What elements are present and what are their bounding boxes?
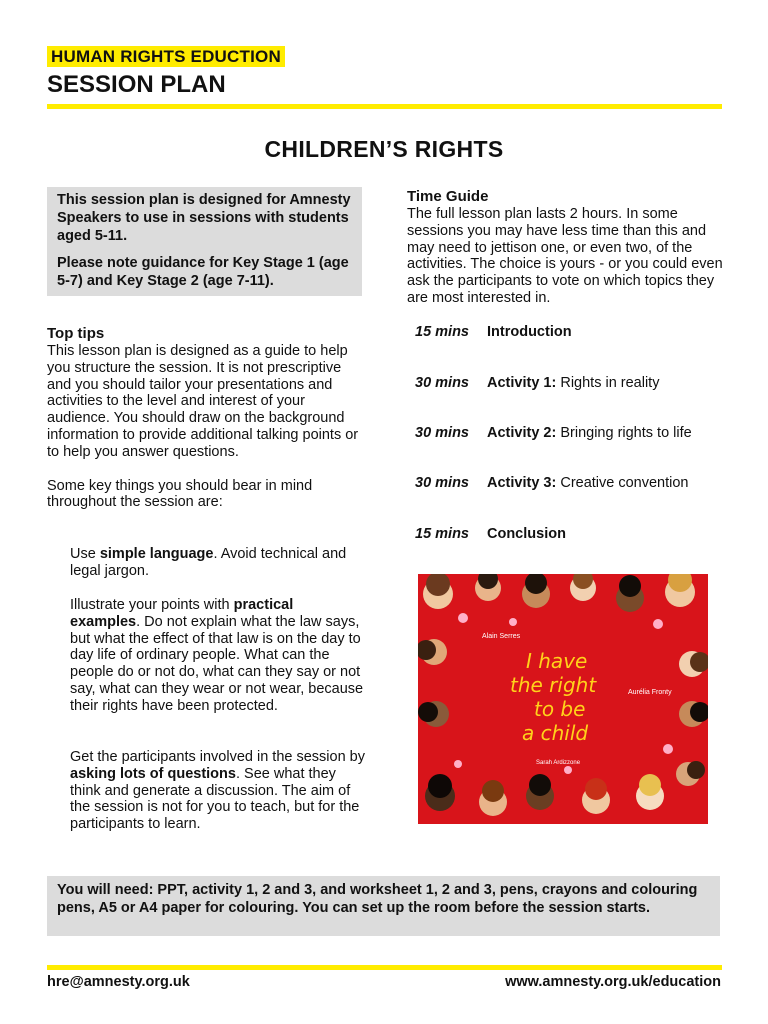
note-paragraph-2: Please note guidance for Key Stage 1 (age 5-7) and Key Stage 2 (age 7-11). — [57, 255, 349, 289]
time-guide-text: The full lesson plan lasts 2 hours. In some sessions you may have less time than this and may need to jettison one, or even two, of the activities. The choice is yours - or you could even ask the participants to vote on which topics they are most interested in. — [407, 206, 723, 306]
footer-email-link[interactable]: hre@amnesty.org.uk — [47, 974, 190, 990]
schedule-row — [415, 323, 572, 341]
section-title: CHILDREN’S RIGHTS — [264, 136, 504, 162]
top-tips — [47, 325, 365, 511]
schedule-row — [415, 424, 692, 442]
schedule-label: Introduction — [487, 324, 572, 340]
schedule-desc: Creative convention — [556, 475, 689, 491]
schedule-duration: 15 mins — [415, 526, 469, 542]
note-paragraph-1: This session plan is designed for Amnesty Speakers to use in sessions with students aged 5-11. — [57, 192, 351, 244]
page-title: SESSION PLAN — [47, 71, 226, 98]
schedule-label: Activity 2: — [487, 425, 557, 441]
tip-emphasis: practical examples — [70, 597, 294, 630]
tip-emphasis: simple language — [99, 546, 214, 562]
schedule-label: Conclusion — [487, 526, 566, 542]
schedule-duration: 30 mins — [415, 475, 469, 491]
top-tips-heading: Top tips — [47, 325, 105, 342]
schedule-duration: 15 mins — [415, 324, 469, 340]
time-guide-heading: Time Guide — [407, 188, 489, 205]
schedule-desc: Rights in reality — [556, 375, 660, 391]
book-author-1: Alain Serres — [482, 633, 521, 640]
schedule-row — [415, 474, 689, 492]
tip-text: . Do not explain what the law says, but what the effect of that law is on the day to day life of ordinary people. What can the people do or not do, what can they say or not say, what can they wear or not wear, because their rights have been protected. — [70, 613, 364, 714]
tip-simple-language — [70, 546, 366, 580]
tip-asking-questions — [70, 749, 366, 833]
book-title-line-3: to be — [534, 697, 586, 721]
footer-rule — [47, 965, 722, 970]
header-kicker: HUMAN RIGHTS EDUCTION — [47, 46, 285, 67]
footer-website-link[interactable]: www.amnesty.org.uk/education — [505, 974, 721, 990]
tip-text: Illustrate your points with — [70, 597, 234, 613]
book-cover-illustration — [418, 574, 708, 824]
schedule-row — [415, 374, 659, 392]
tip-text: . See what they think and generate a discussion. The aim of the session is not for you to teach, but for the participants to learn. — [70, 765, 360, 833]
book-author-2: Aurélia Fronty — [628, 689, 672, 696]
tip-practical-examples — [70, 597, 366, 715]
schedule-duration: 30 mins — [415, 375, 469, 391]
tip-text: Use — [70, 546, 100, 562]
schedule-label: Activity 1: — [487, 375, 557, 391]
tips-paragraph-1: This lesson plan is designed as a guide to help you structure the session. It is not prescriptive and you should tailor your presentations and activities to the level and interest of your audience. You should draw on the background information to provide additional talking points or to help you answer questions. — [47, 343, 359, 460]
header-rule — [47, 104, 722, 109]
materials-box: You will need: PPT, activity 1, 2 and 3, and worksheet 1, 2 and 3, pens, crayons and colouring pens, A5 or A4 paper for colouring. You can set up the room before the session starts. — [47, 876, 720, 936]
tip-text: Get the participants involved in the session by — [70, 749, 365, 765]
tip-emphasis: asking lots of questions — [70, 765, 236, 782]
book-author-3: Sarah Ardizzone — [536, 760, 581, 766]
schedule-row — [415, 525, 566, 543]
note-box — [47, 187, 362, 296]
schedule-label: Activity 3: — [487, 475, 557, 491]
book-title-line-4: a child — [522, 721, 589, 745]
tip-text: . Avoid technical and legal jargon. — [70, 546, 347, 579]
book-title-line-1: I have — [526, 649, 588, 673]
book-cover-image — [418, 574, 708, 824]
book-title-line-2: the right — [510, 673, 597, 697]
time-guide — [407, 188, 727, 307]
tips-paragraph-2: Some key things you should bear in mind throughout the session are: — [47, 477, 313, 511]
schedule-desc: Bringing rights to life — [556, 425, 692, 441]
schedule-duration: 30 mins — [415, 425, 469, 441]
